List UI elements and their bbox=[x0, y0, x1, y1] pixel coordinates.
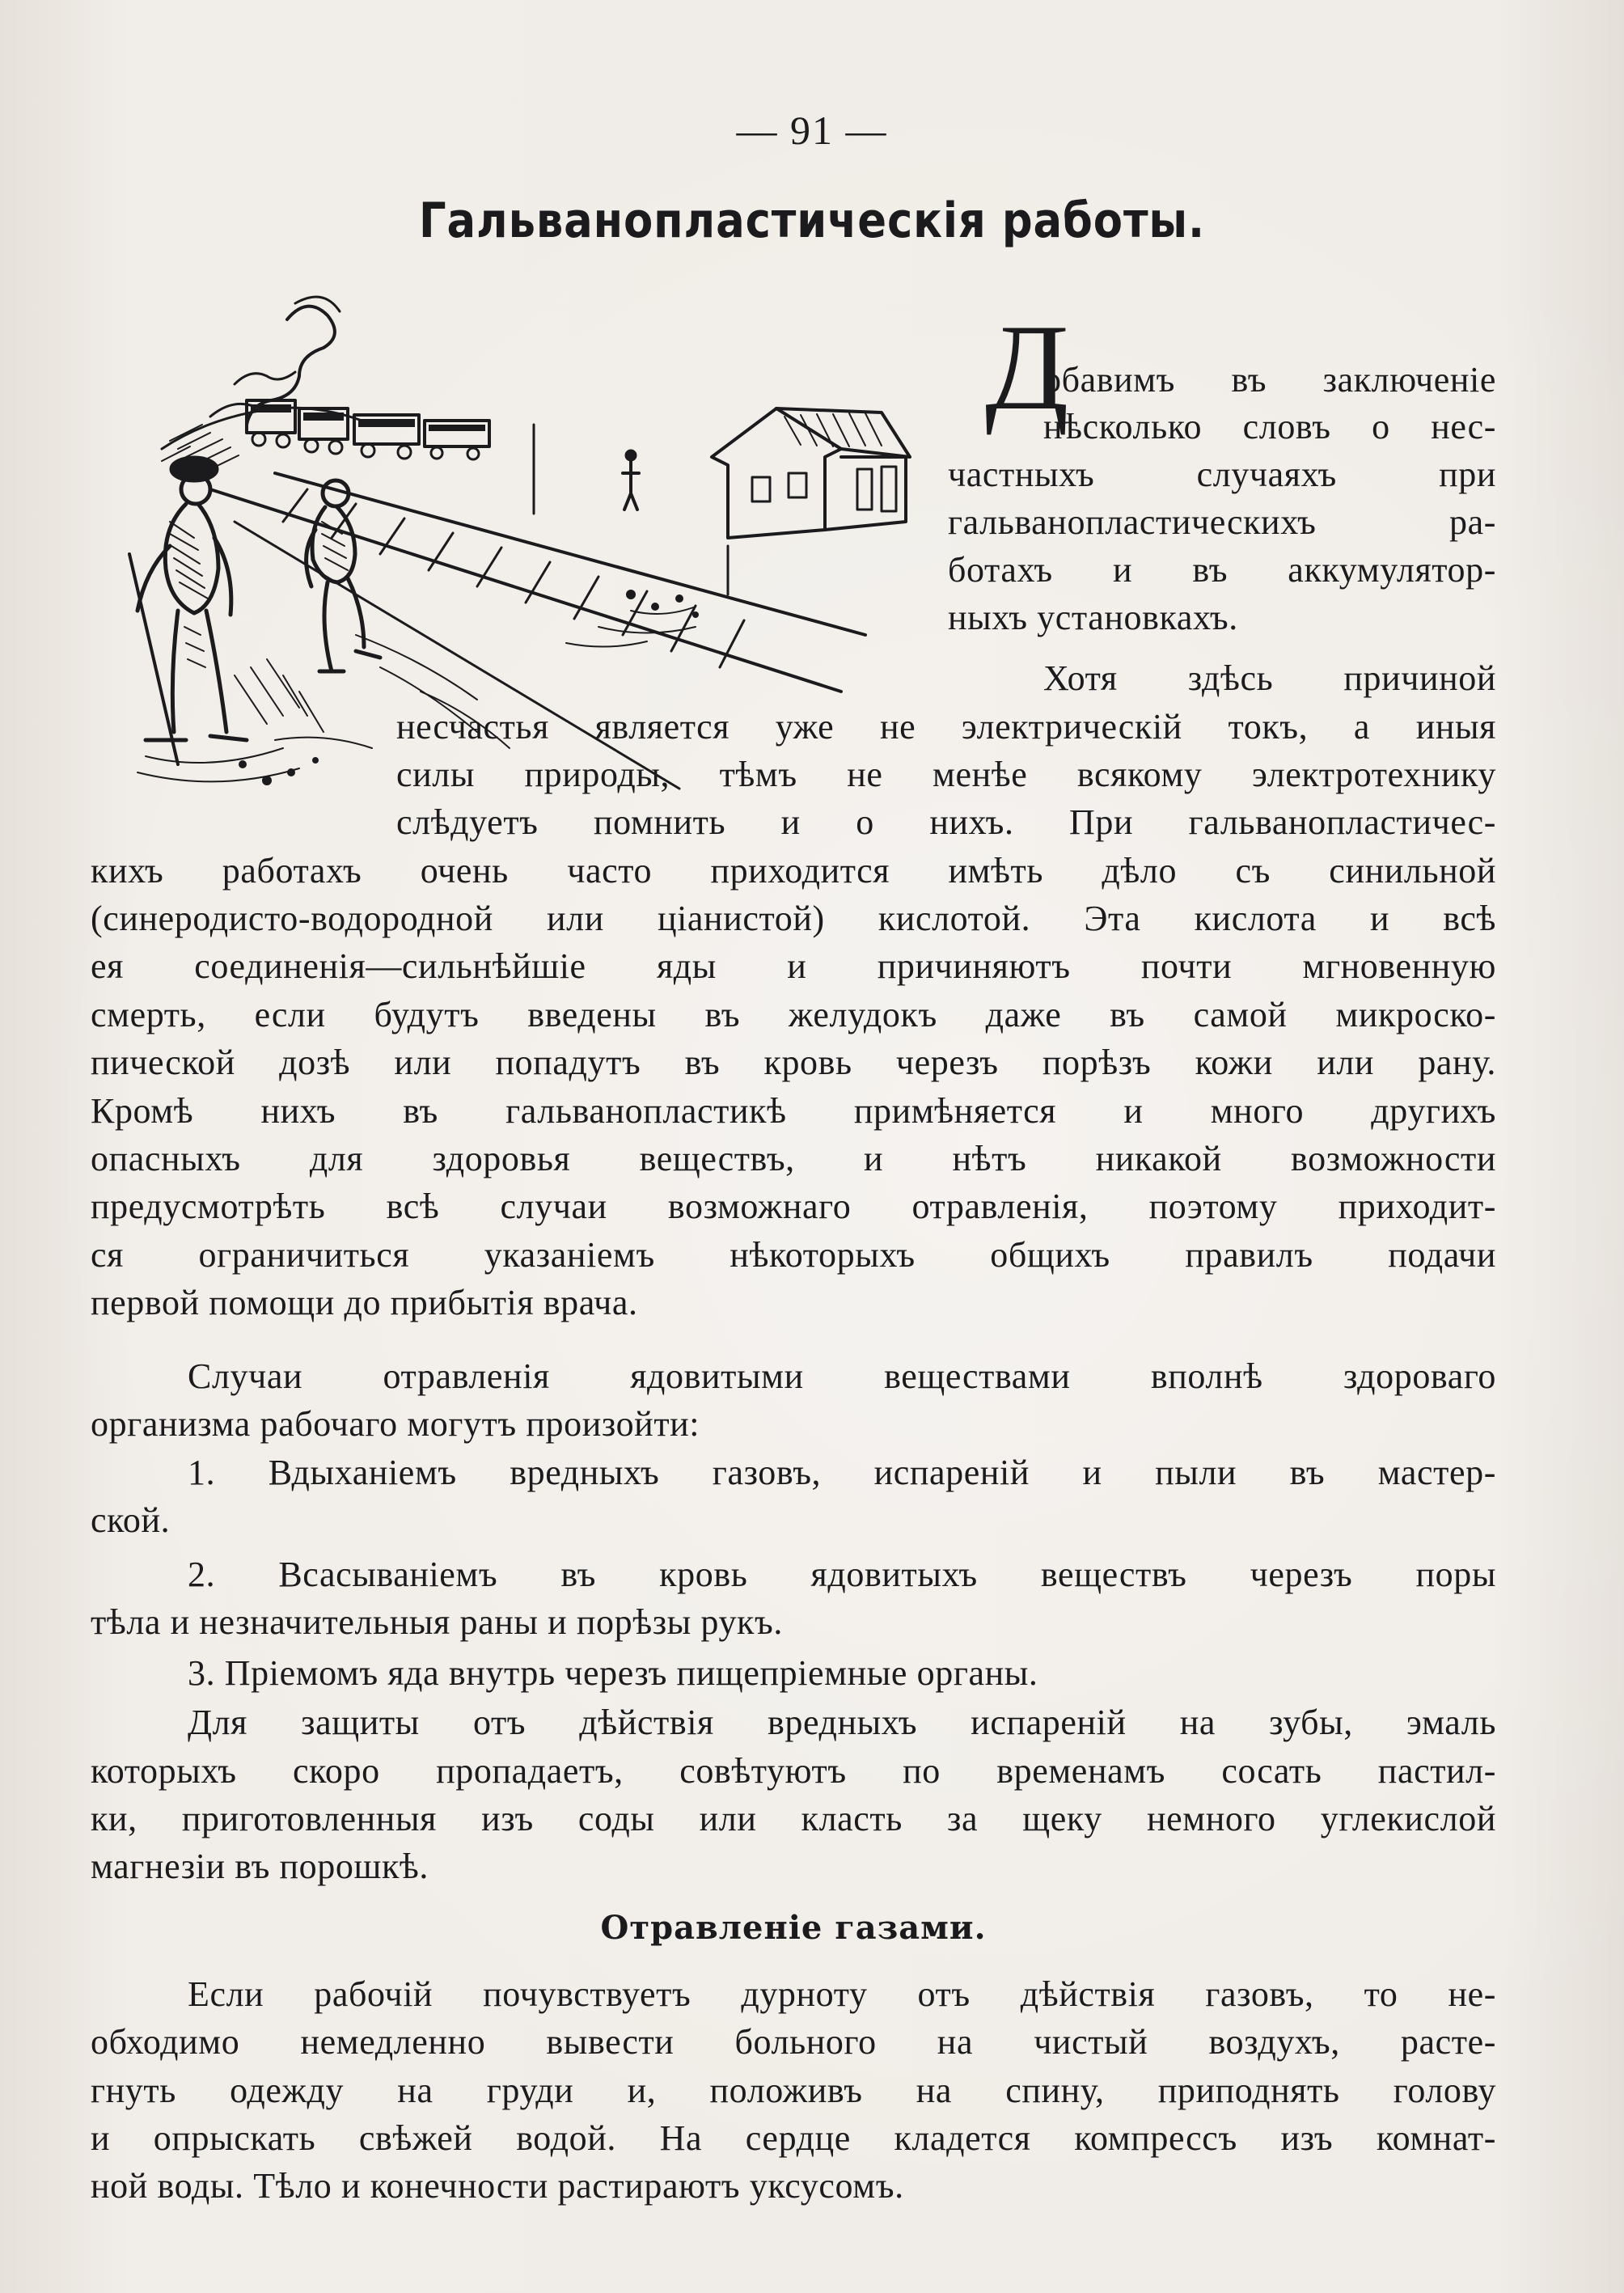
text-line: Хотя здѣсь причиной bbox=[1043, 658, 1496, 698]
text-line: опасныхъ для здоровья веществъ, и нѣтъ никакой возможности bbox=[91, 1139, 1496, 1178]
text-line: ки, приготовленныя изъ соды или класть за щеку немного углекислой bbox=[91, 1799, 1496, 1838]
text-line: силы природы, тѣмъ не менѣе всякому электротехнику bbox=[396, 755, 1496, 794]
section-heading: Отравленіе газами. bbox=[600, 1909, 987, 1947]
text-line: ныхъ установкахъ. bbox=[948, 598, 1238, 637]
chapter-title: Гальванопластическія работы. bbox=[418, 192, 1205, 249]
text-line: смерть, если будутъ введены въ желудокъ даже въ самой микроско- bbox=[91, 995, 1496, 1034]
text-line: 1. Вдыханіемъ вредныхъ газовъ, испареній и пыли въ мастер- bbox=[188, 1453, 1496, 1492]
text-line: гнуть одежду на груди и, положивъ на спину, приподнять голову bbox=[91, 2071, 1496, 2110]
text-line: кихъ работахъ очень часто приходится имѣть дѣло съ синильной bbox=[91, 851, 1496, 891]
text-line: слѣдуетъ помнить и о нихъ. При гальванопластичес- bbox=[396, 802, 1496, 842]
text-line: нѣсколько словъ о нес- bbox=[1043, 407, 1496, 446]
text-line: Кромѣ нихъ въ гальванопластикѣ примѣняется и много другихъ bbox=[91, 1091, 1496, 1131]
text-line: ея соединенія—сильнѣйшіе яды и причиняютъ почти мгновенную bbox=[91, 946, 1496, 986]
text-line: ной воды. Тѣло и конечности растираютъ уксусомъ. bbox=[91, 2166, 904, 2206]
text-line: магнезіи въ порошкѣ. bbox=[91, 1847, 429, 1886]
text-line: обавимъ въ заключеніе bbox=[1043, 360, 1496, 400]
text-line: Если рабочій почувствуетъ дурноту отъ дѣйствія газовъ, то не- bbox=[188, 1974, 1496, 2014]
text-line: Случаи отравленія ядовитыми веществами вполнѣ здороваго bbox=[188, 1356, 1496, 1396]
text-line: первой помощи до прибытія врача. bbox=[91, 1283, 638, 1322]
text-line: ся ограничиться указаніемъ нѣкоторыхъ общихъ правилъ подачи bbox=[91, 1235, 1496, 1275]
text-line: и опрыскать свѣжей водой. На сердце кладется компрессъ изъ комнат- bbox=[91, 2118, 1496, 2158]
text-line: ской. bbox=[91, 1500, 171, 1540]
text-line: 3. Пріемомъ яда внутрь черезъ пищепріемные органы. bbox=[188, 1653, 1038, 1693]
text-line: Для защиты отъ дѣйствія вредныхъ испареній на зубы, эмаль bbox=[188, 1703, 1496, 1742]
text-line: предусмотрѣть всѣ случаи возможнаго отравленія, поэтому приходит- bbox=[91, 1187, 1496, 1226]
text-line: несчастья является уже не электрическій токъ, а иныя bbox=[396, 707, 1496, 747]
text-line: 2. Всасываніемъ въ кровь ядовитыхъ веществъ черезъ поры bbox=[188, 1555, 1496, 1594]
text-line: пической дозѣ или попадутъ въ кровь черезъ порѣзъ кожи или рану. bbox=[91, 1043, 1496, 1082]
text-line: тѣла и незначительныя раны и порѣзы рукъ. bbox=[91, 1602, 783, 1642]
text-line: которыхъ скоро пропадаетъ, совѣтуютъ по временамъ сосать пастил- bbox=[91, 1751, 1496, 1791]
text-line: ботахъ и въ аккумулятор- bbox=[948, 550, 1496, 590]
text-line: организма рабочаго могутъ произойти: bbox=[91, 1404, 700, 1444]
text-line: гальванопластическихъ ра- bbox=[948, 502, 1496, 542]
page-number: — 91 — bbox=[736, 108, 888, 153]
drop-cap: Д bbox=[985, 299, 1069, 435]
text-line: обходимо немедленно вывести больного на чистый воздухъ, растe- bbox=[91, 2022, 1496, 2062]
text-line: (синеродисто-водородной или ціанистой) кислотой. Эта кислота и всѣ bbox=[91, 899, 1496, 938]
text-line: частныхъ случаяхъ при bbox=[948, 455, 1496, 494]
